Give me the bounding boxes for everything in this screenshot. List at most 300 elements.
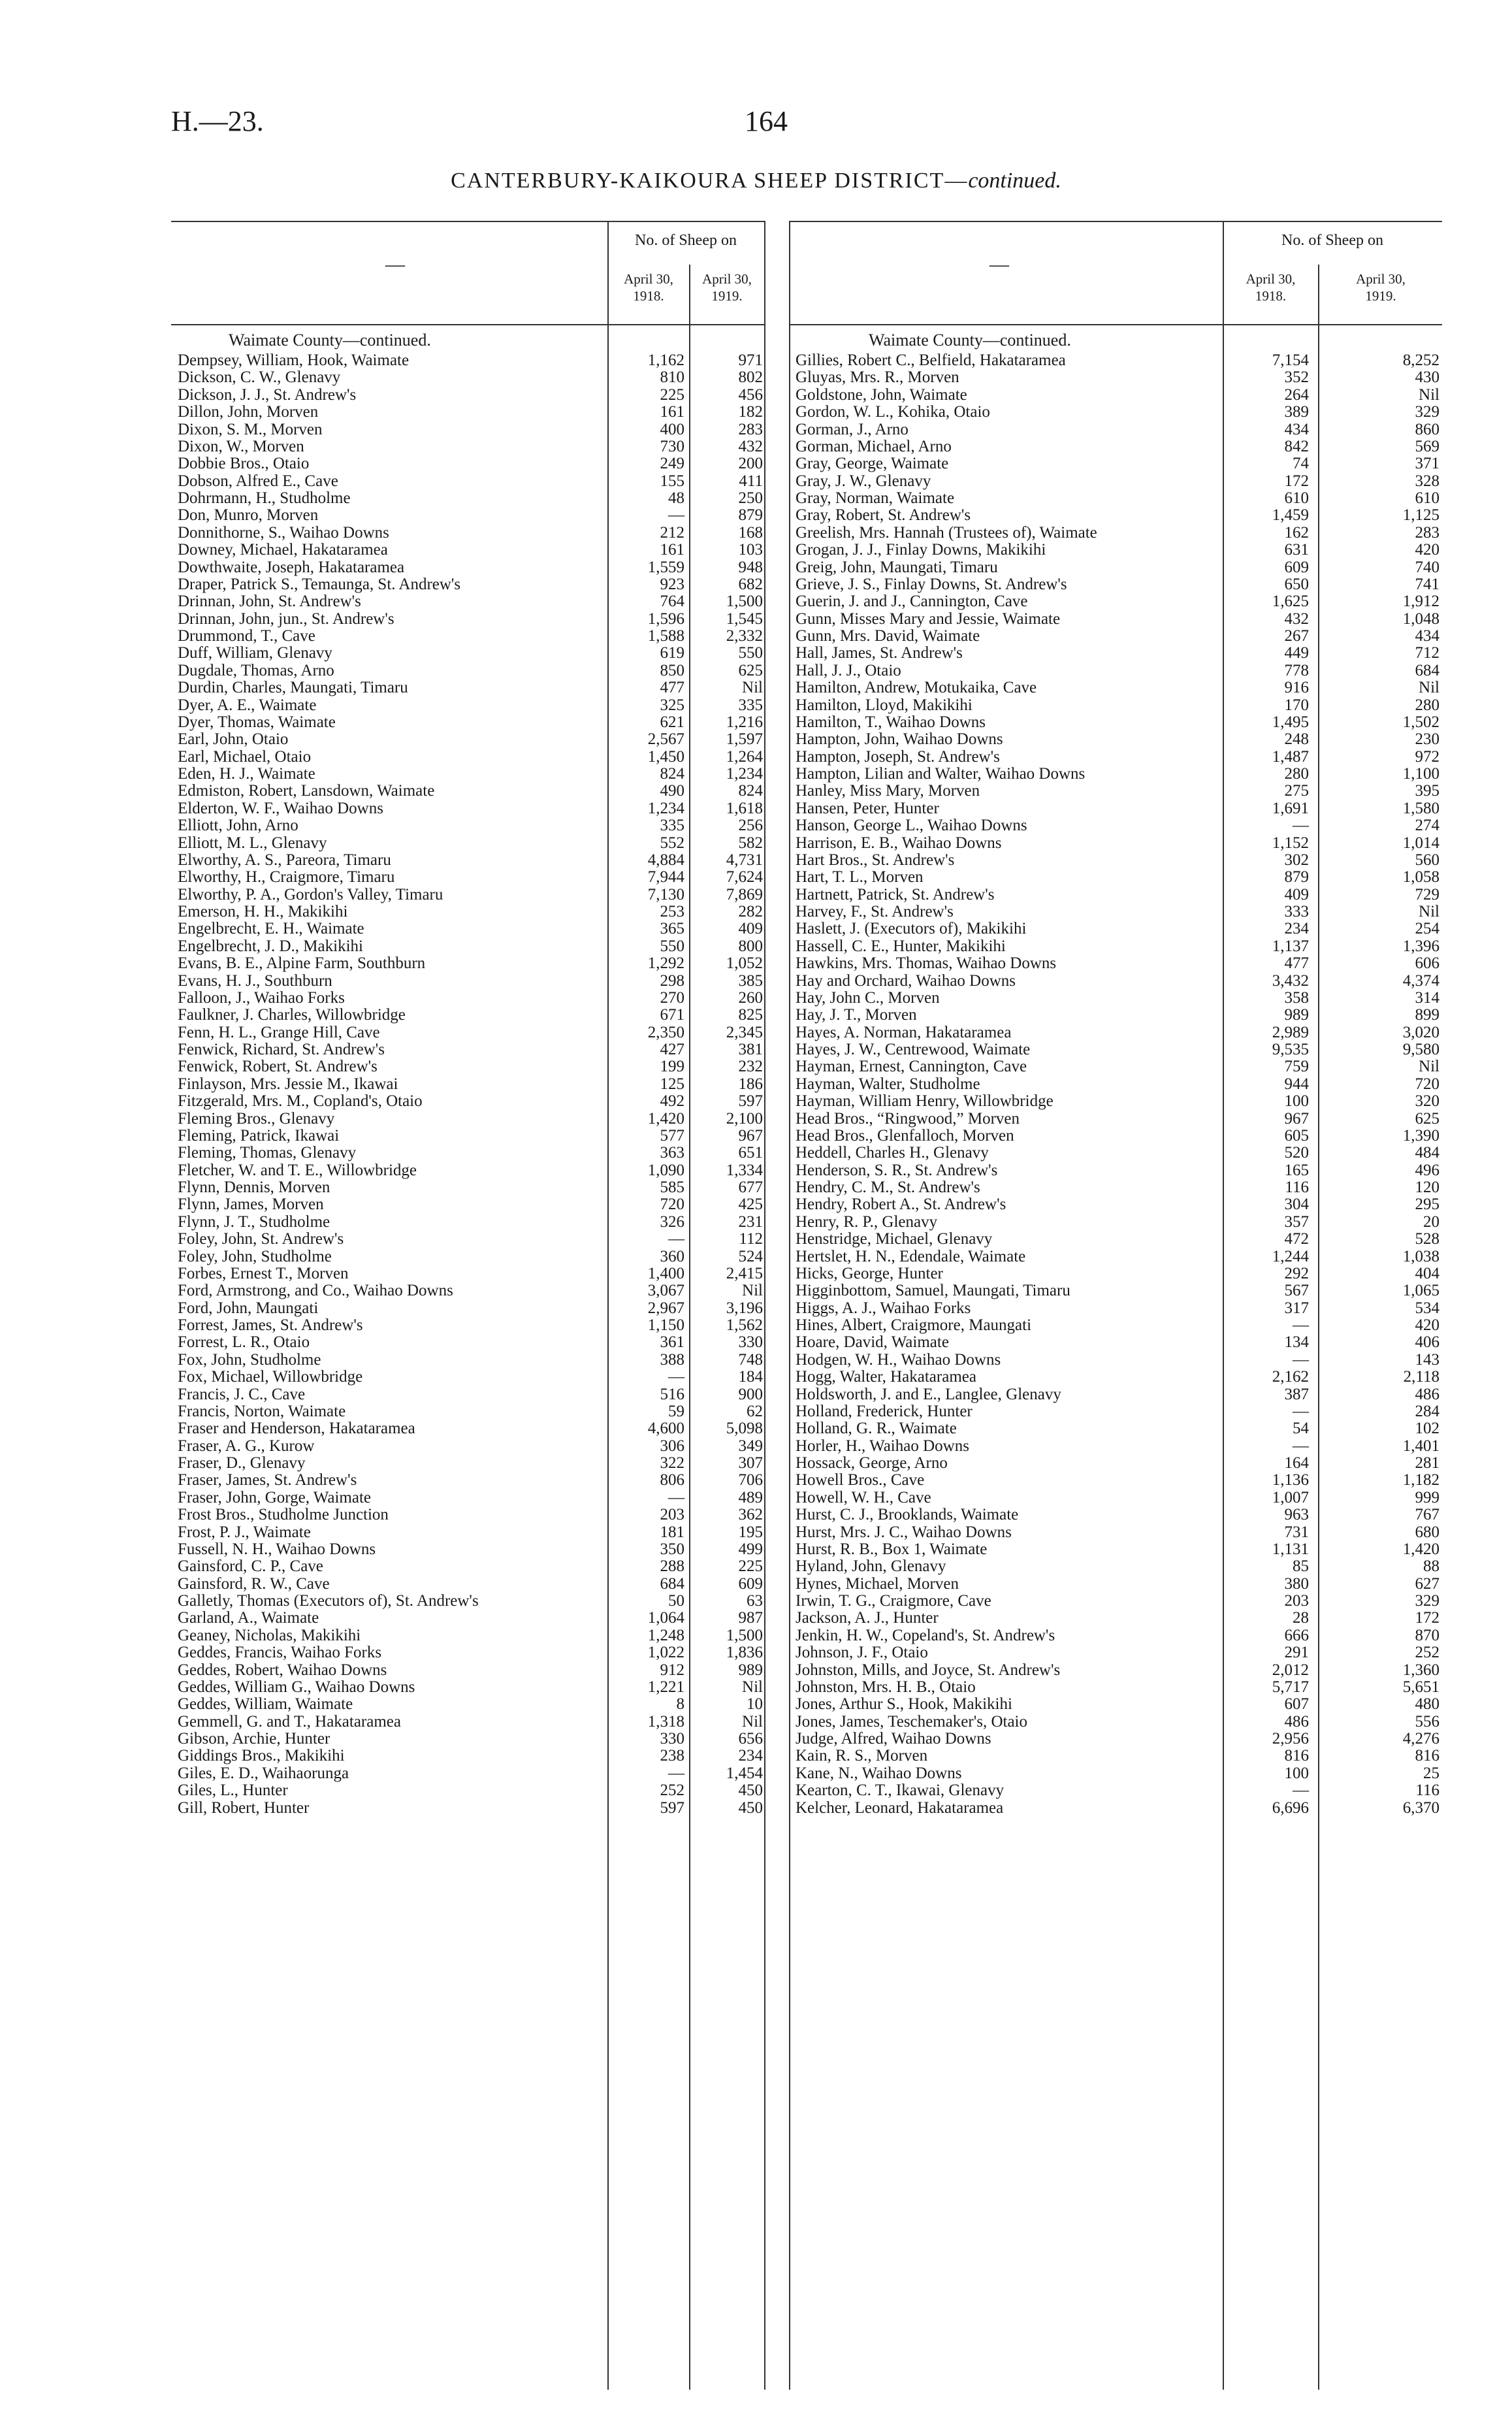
sheep-1918: 267 <box>1284 627 1309 645</box>
table-row <box>796 1386 1442 1403</box>
table-row <box>796 990 1442 1007</box>
table-row <box>796 869 1442 886</box>
owner-name: Hayman, William Henry, Willowbridge <box>796 1093 1054 1111</box>
owner-name: Dyer, Thomas, Waimate <box>178 713 336 731</box>
owner-name: Finlayson, Mrs. Jessie M., Ikawai <box>178 1075 398 1093</box>
owner-name: Forbes, Ernest T., Morven <box>178 1265 349 1282</box>
owner-name: Dowthwaite, Joseph, Hakataramea <box>178 559 405 576</box>
table-row <box>178 1076 764 1093</box>
sheep-1919: 1,580 <box>1402 799 1440 817</box>
owner-name: Dobbie Bros., Otaio <box>178 455 310 473</box>
sheep-1919: 112 <box>739 1230 763 1248</box>
table-row <box>796 1438 1442 1455</box>
right-sheep-header: No. of Sheep on <box>1281 232 1383 249</box>
sheep-1918: 1,150 <box>647 1316 684 1334</box>
sheep-1919: 606 <box>1415 954 1440 973</box>
table-row <box>178 869 764 886</box>
table-row <box>796 1058 1442 1075</box>
sheep-1918: 298 <box>660 971 684 990</box>
table-row <box>796 1128 1442 1145</box>
owner-name: Elworthy, A. S., Pareora, Timaru <box>178 851 391 869</box>
owner-name: Hall, James, St. Andrew's <box>796 645 963 662</box>
owner-name: Hartnett, Patrick, St. Andrew's <box>796 886 995 903</box>
sheep-1918: 54 <box>1293 1420 1309 1438</box>
sheep-1919: 1,618 <box>726 799 763 817</box>
sheep-1918: 317 <box>1284 1299 1309 1317</box>
table-row <box>178 1369 764 1386</box>
sheep-1918: 1,090 <box>647 1161 684 1179</box>
sheep-1919: 434 <box>1415 627 1440 645</box>
sheep-1918: 85 <box>1293 1557 1309 1576</box>
sheep-1918: 923 <box>660 575 684 593</box>
owner-name: Ford, John, Maungati <box>178 1299 319 1317</box>
sheep-1918: — <box>668 1488 684 1506</box>
table-row <box>178 1800 764 1817</box>
owner-name: Hart Bros., St. Andrew's <box>796 851 955 869</box>
table-row <box>178 1662 764 1679</box>
owner-name: Flynn, James, Morven <box>178 1196 324 1214</box>
table-row <box>796 490 1442 507</box>
table-row <box>796 1541 1442 1558</box>
owner-name: Hyland, John, Glenavy <box>796 1558 946 1576</box>
sheep-1919: 349 <box>738 1437 763 1455</box>
sheep-1919: 5,098 <box>726 1420 763 1438</box>
owner-name: Hamilton, Andrew, Motukaika, Cave <box>796 679 1037 697</box>
right-county-heading: Waimate County—continued. <box>869 331 1071 350</box>
page-header-code: H.—23. <box>171 105 264 137</box>
sheep-1919: 88 <box>1423 1557 1440 1576</box>
sheep-1918: 172 <box>1284 472 1309 490</box>
table-row <box>796 1593 1442 1610</box>
sheep-1919: 5,651 <box>1402 1678 1440 1696</box>
sheep-1918: 432 <box>1284 610 1309 628</box>
table-row <box>178 1403 764 1420</box>
owner-name: Gray, Robert, St. Andrew's <box>796 507 971 525</box>
table-row <box>796 593 1442 610</box>
sheep-1918: 50 <box>668 1592 684 1610</box>
table-row <box>178 662 764 679</box>
sheep-1919: 230 <box>1415 730 1440 749</box>
owner-name: Gunn, Misses Mary and Jessie, Waimate <box>796 610 1061 628</box>
owner-name: Holland, G. R., Waimate <box>796 1420 957 1438</box>
owner-name: Emerson, H. H., Makikihi <box>178 903 348 920</box>
owner-name: Holdsworth, J. and E., Langlee, Glenavy <box>796 1386 1061 1403</box>
owner-name: Hayman, Ernest, Cannington, Cave <box>796 1058 1027 1076</box>
table-row <box>178 1214 764 1231</box>
table-row <box>178 1558 764 1575</box>
owner-name: Dohrmann, H., Studholme <box>178 490 351 507</box>
owner-name: Geddes, William G., Waihao Downs <box>178 1678 415 1696</box>
table-row <box>178 1627 764 1644</box>
sheep-1919: 972 <box>1415 747 1440 766</box>
right-year-1918-date: April 30, <box>1246 271 1296 287</box>
owner-name: Hanley, Miss Mary, Morven <box>796 783 980 800</box>
owner-name: Horler, H., Waihao Downs <box>796 1437 969 1455</box>
table-row <box>178 1282 764 1299</box>
owner-name: Jones, James, Teschemaker's, Otaio <box>796 1713 1027 1731</box>
owner-name: Gray, George, Waimate <box>796 455 949 473</box>
table-row <box>796 852 1442 869</box>
owner-name: Fenwick, Robert, St. Andrew's <box>178 1058 378 1076</box>
owner-name: Henderson, S. R., St. Andrew's <box>796 1162 998 1179</box>
sheep-1918: 610 <box>1284 489 1309 507</box>
owner-name: Elliott, M. L., Glenavy <box>178 834 327 852</box>
sheep-1918: 181 <box>660 1523 684 1541</box>
sheep-1919: 625 <box>1415 1109 1440 1128</box>
owner-name: Hay, John C., Morven <box>796 989 940 1007</box>
sheep-1919: 456 <box>738 385 763 404</box>
sheep-1919: 1,390 <box>1402 1126 1440 1145</box>
owner-name: Galletly, Thomas (Executors of), St. Andrew's <box>178 1593 479 1610</box>
sheep-1918: 4,600 <box>647 1420 684 1438</box>
sheep-1918: 1,588 <box>647 627 684 645</box>
table-row <box>796 1489 1442 1506</box>
owner-name: Edmiston, Robert, Lansdown, Waimate <box>178 783 435 800</box>
sheep-1918: 253 <box>660 903 684 920</box>
table-row <box>178 1024 764 1041</box>
table-row <box>178 369 764 386</box>
sheep-1919: 9,580 <box>1402 1041 1440 1058</box>
sheep-1919: 307 <box>738 1454 763 1472</box>
sheep-1919: 256 <box>738 817 763 835</box>
sheep-1918: 1,487 <box>1272 747 1309 766</box>
sheep-1919: 284 <box>1415 1402 1440 1420</box>
sheep-1919: 740 <box>1415 558 1440 576</box>
table-row <box>796 1679 1442 1696</box>
sheep-1918: 1,625 <box>1272 593 1309 611</box>
sheep-1918: — <box>668 1230 684 1248</box>
sheep-1919: 2,118 <box>1403 1368 1440 1386</box>
sheep-1918: 350 <box>660 1540 684 1558</box>
right-year-1919 <box>1319 270 1442 304</box>
sheep-1919: 2,345 <box>726 1023 763 1041</box>
table-row <box>796 352 1442 369</box>
sheep-1918: 59 <box>668 1402 684 1420</box>
owner-name: Dempsey, William, Hook, Waimate <box>178 352 410 369</box>
table-row <box>796 1420 1442 1437</box>
sheep-1919: 186 <box>738 1075 763 1093</box>
owner-name: Giles, E. D., Waihaorunga <box>178 1764 349 1782</box>
sheep-1918: 292 <box>1284 1264 1309 1282</box>
sheep-1918: 389 <box>1284 403 1309 421</box>
page-number: 164 <box>745 105 788 137</box>
owner-name: Gorman, Michael, Arno <box>796 438 952 455</box>
table-row <box>178 1782 764 1799</box>
sheep-1919: 816 <box>1415 1747 1440 1765</box>
left-year-1918-year: 1918. <box>633 288 664 304</box>
sheep-1919: 252 <box>1415 1644 1440 1662</box>
sheep-1919: 450 <box>738 1798 763 1817</box>
table-row <box>178 593 764 610</box>
sheep-1919: 651 <box>738 1144 763 1162</box>
owner-name: Fleming, Thomas, Glenavy <box>178 1145 357 1162</box>
table-row <box>178 903 764 920</box>
owner-name: Hamilton, Lloyd, Makikihi <box>796 696 973 714</box>
owner-name: Don, Munro, Morven <box>178 507 319 525</box>
table-row <box>796 1627 1442 1644</box>
table-row <box>178 783 764 800</box>
sheep-1918: 363 <box>660 1144 684 1162</box>
owner-name: Hodgen, W. H., Waihao Downs <box>796 1351 1001 1369</box>
sheep-1919: 450 <box>738 1781 763 1800</box>
sheep-1918: 5,717 <box>1272 1678 1309 1696</box>
table-row <box>178 817 764 834</box>
sheep-1918: 609 <box>1284 558 1309 576</box>
table-row <box>178 766 764 783</box>
sheep-1919: 425 <box>738 1195 763 1214</box>
sheep-1919: 281 <box>1415 1454 1440 1472</box>
right-top-rule <box>789 221 1442 222</box>
owner-name: Heddell, Charles H., Glenavy <box>796 1145 989 1162</box>
owner-name: Hurst, R. B., Box 1, Waimate <box>796 1540 988 1558</box>
owner-name: Fraser, A. G., Kurow <box>178 1437 315 1455</box>
owner-name: Gainsford, C. P., Cave <box>178 1558 323 1576</box>
sheep-1918: 650 <box>1284 575 1309 593</box>
sheep-1919: 1,234 <box>726 765 763 783</box>
table-row <box>178 749 764 766</box>
table-row <box>178 1455 764 1472</box>
table-row <box>796 1369 1442 1386</box>
sheep-1918: 100 <box>1284 1092 1309 1111</box>
sheep-1918: 1,136 <box>1272 1471 1309 1489</box>
table-row <box>178 1317 764 1334</box>
sheep-1918: 520 <box>1284 1144 1309 1162</box>
sheep-1919: 103 <box>738 541 763 559</box>
page-title <box>0 169 1512 193</box>
owner-name: Holland, Frederick, Hunter <box>796 1403 973 1420</box>
sheep-1919: 800 <box>738 937 763 955</box>
owner-name: Drummond, T., Cave <box>178 628 315 645</box>
right-name-col-dash: — <box>989 253 1009 275</box>
sheep-1919: 409 <box>738 920 763 938</box>
table-row <box>796 421 1442 438</box>
table-row <box>796 1214 1442 1231</box>
owner-name: Earl, John, Otaio <box>178 731 289 749</box>
sheep-1918: 1,596 <box>647 610 684 628</box>
sheep-1919: 706 <box>738 1471 763 1489</box>
sheep-1918: 1,022 <box>647 1644 684 1662</box>
table-row <box>178 852 764 869</box>
table-row <box>796 714 1442 731</box>
sheep-1918: — <box>668 1764 684 1782</box>
owner-name: Dixon, W., Morven <box>178 438 304 455</box>
table-row <box>178 1679 764 1696</box>
sheep-1919: 524 <box>738 1247 763 1265</box>
sheep-1918: 2,967 <box>647 1299 684 1317</box>
owner-name: Hendry, C. M., St. Andrew's <box>796 1179 980 1196</box>
sheep-1918: 125 <box>660 1075 684 1093</box>
sheep-1919: 582 <box>738 834 763 852</box>
table-row <box>178 1593 764 1610</box>
owner-name: Johnson, J. F., Otaio <box>796 1644 928 1662</box>
owner-name: Howell Bros., Cave <box>796 1472 925 1489</box>
table-row <box>178 628 764 645</box>
owner-name: Kain, R. S., Morven <box>796 1748 928 1765</box>
owner-name: Jackson, A. J., Hunter <box>796 1610 939 1627</box>
table-row <box>796 1007 1442 1024</box>
table-row <box>796 1024 1442 1041</box>
sheep-1919: 484 <box>1415 1144 1440 1162</box>
sheep-1918: 1,221 <box>647 1678 684 1696</box>
owner-name: Dyer, A. E., Waimate <box>178 696 317 714</box>
sheep-1918: 2,989 <box>1272 1023 1309 1041</box>
sheep-1918: 380 <box>1284 1574 1309 1593</box>
sheep-1918: 3,067 <box>647 1282 684 1300</box>
table-row <box>178 973 764 990</box>
sheep-1919: 989 <box>738 1661 763 1679</box>
sheep-1919: Nil <box>742 679 763 697</box>
sheep-1918: 291 <box>1284 1644 1309 1662</box>
sheep-1919: 411 <box>739 472 763 490</box>
right-year-1918 <box>1224 270 1317 304</box>
sheep-1918: 619 <box>660 644 684 662</box>
sheep-1919: 184 <box>738 1368 763 1386</box>
left-year-1919-date: April 30, <box>702 271 752 287</box>
owner-name: Kelcher, Leonard, Hakataramea <box>796 1799 1004 1817</box>
sheep-1918: 577 <box>660 1126 684 1145</box>
sheep-1918: 1,131 <box>1272 1540 1309 1558</box>
sheep-1919: Nil <box>1419 385 1440 404</box>
table-row <box>178 1352 764 1369</box>
sheep-1919: 1,264 <box>726 747 763 766</box>
sheep-1918: 516 <box>660 1385 684 1403</box>
sheep-1918: 490 <box>660 782 684 800</box>
table-row <box>178 352 764 369</box>
owner-name: Fraser, James, St. Andrew's <box>178 1472 357 1489</box>
owner-name: Hampton, John, Waihao Downs <box>796 731 1003 749</box>
sheep-1919: 283 <box>1415 523 1440 542</box>
sheep-1918: 778 <box>1284 661 1309 679</box>
sheep-1918: — <box>668 1368 684 1386</box>
owner-name: Geddes, William, Waimate <box>178 1696 353 1714</box>
owner-name: Kane, N., Waihao Downs <box>796 1764 962 1782</box>
sheep-1918: — <box>1293 1350 1309 1369</box>
sheep-1918: 492 <box>660 1092 684 1111</box>
table-row <box>796 1041 1442 1058</box>
table-row <box>178 1714 764 1731</box>
sheep-1918: 335 <box>660 817 684 835</box>
sheep-1918: 963 <box>1284 1506 1309 1524</box>
owner-name: Fitzgerald, Mrs. M., Copland's, Otaio <box>178 1093 423 1111</box>
sheep-1919: 2,415 <box>726 1264 763 1282</box>
table-row <box>178 1696 764 1713</box>
sheep-1918: 7,944 <box>647 868 684 886</box>
owner-name: Drinnan, John, jun., St. Andrew's <box>178 610 394 628</box>
left-top-rule <box>171 221 764 222</box>
sheep-1919: 682 <box>738 575 763 593</box>
table-row <box>796 525 1442 542</box>
sheep-1919: 967 <box>738 1126 763 1145</box>
right-year-1919-year: 1919. <box>1365 288 1396 304</box>
table-row <box>796 1317 1442 1334</box>
owner-name: Garland, A., Waimate <box>178 1610 319 1627</box>
sheep-1918: 607 <box>1284 1695 1309 1714</box>
table-row <box>796 1162 1442 1179</box>
table-row <box>796 1472 1442 1489</box>
owner-name: Dugdale, Thomas, Arno <box>178 662 334 679</box>
sheep-1918: 1,495 <box>1272 713 1309 731</box>
sheep-1918: 3,432 <box>1272 971 1309 990</box>
owner-name: Duff, William, Glenavy <box>178 645 332 662</box>
sheep-1919: 1,334 <box>726 1161 763 1179</box>
sheep-1918: 434 <box>1284 420 1309 438</box>
owner-name: Dixon, S. M., Morven <box>178 421 323 438</box>
sheep-1919: 7,624 <box>726 868 763 886</box>
sheep-1919: 900 <box>738 1385 763 1403</box>
sheep-1918: 684 <box>660 1574 684 1593</box>
sheep-1919: 1,502 <box>1402 713 1440 731</box>
table-row <box>796 507 1442 524</box>
sheep-1919: 295 <box>1415 1195 1440 1214</box>
owner-name: Grieve, J. S., Finlay Downs, St. Andrew's <box>796 576 1067 593</box>
sheep-1919: 6,370 <box>1402 1798 1440 1817</box>
owner-name: Hamilton, T., Waihao Downs <box>796 713 986 731</box>
sheep-1919: 395 <box>1415 782 1440 800</box>
owner-name: Gray, Norman, Waimate <box>796 490 955 507</box>
sheep-1918: 7,154 <box>1272 351 1309 369</box>
sheep-1918: 631 <box>1284 541 1309 559</box>
owner-name: Elworthy, P. A., Gordon's Valley, Timaru <box>178 886 443 903</box>
owner-name: Frost Bros., Studholme Junction <box>178 1506 389 1524</box>
sheep-1919: 25 <box>1423 1764 1440 1782</box>
table-row <box>796 783 1442 800</box>
sheep-1919: 116 <box>1415 1781 1440 1800</box>
sheep-1919: 420 <box>1415 1316 1440 1334</box>
sheep-1919: 1,065 <box>1402 1282 1440 1300</box>
table-row <box>178 1438 764 1455</box>
owner-name: Ford, Armstrong, and Co., Waihao Downs <box>178 1282 453 1300</box>
sheep-1919: 404 <box>1415 1264 1440 1282</box>
sheep-1918: 134 <box>1284 1333 1309 1352</box>
table-row <box>796 1644 1442 1661</box>
owner-name: Foley, John, St. Andrew's <box>178 1231 344 1248</box>
left-year-1918 <box>609 270 688 304</box>
sheep-1918: 248 <box>1284 730 1309 749</box>
sheep-1918: 322 <box>660 1454 684 1472</box>
table-row <box>178 990 764 1007</box>
sheep-1918: 164 <box>1284 1454 1309 1472</box>
table-row <box>796 817 1442 834</box>
owner-name: Earl, Michael, Otaio <box>178 748 312 766</box>
sheep-1918: 671 <box>660 1006 684 1024</box>
sheep-1918: 234 <box>1284 920 1309 938</box>
owner-name: Johnston, Mills, and Joyce, St. Andrew's <box>796 1661 1061 1679</box>
sheep-1918: 1,248 <box>647 1626 684 1644</box>
sheep-1919: 825 <box>738 1006 763 1024</box>
owner-name: Haslett, J. (Executors of), Makikihi <box>796 920 1027 938</box>
table-row <box>178 490 764 507</box>
sheep-1918: 170 <box>1284 696 1309 714</box>
owner-name: Frost, P. J., Waimate <box>178 1523 311 1541</box>
table-row <box>796 1558 1442 1575</box>
sheep-1919: 1,500 <box>726 1626 763 1644</box>
sheep-1919: 432 <box>738 437 763 455</box>
owner-name: Flynn, J. T., Studholme <box>178 1213 330 1231</box>
sheep-1918: 1,459 <box>1272 506 1309 525</box>
sheep-1919: 489 <box>738 1488 763 1506</box>
owner-name: Hynes, Michael, Morven <box>796 1575 959 1593</box>
table-row <box>796 611 1442 628</box>
table-row <box>796 973 1442 990</box>
table-row <box>178 1541 764 1558</box>
sheep-1919: 712 <box>1415 644 1440 662</box>
table-row <box>796 800 1442 817</box>
sheep-1919: 879 <box>738 506 763 525</box>
sheep-1918: 48 <box>668 489 684 507</box>
table-row <box>796 1334 1442 1351</box>
table-row <box>796 559 1442 576</box>
sheep-1919: 231 <box>738 1212 763 1231</box>
